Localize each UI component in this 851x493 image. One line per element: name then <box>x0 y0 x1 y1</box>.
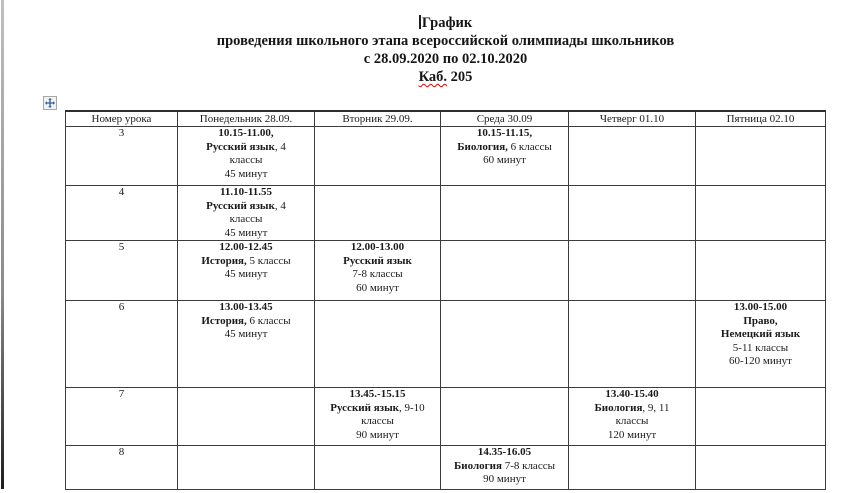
schedule-cell[interactable] <box>569 301 696 388</box>
schedule-cell-line: 45 минут <box>224 167 268 180</box>
schedule-cell-line: Биология, 6 классы <box>457 140 552 153</box>
page-edge-line <box>1 0 4 489</box>
schedule-cell[interactable] <box>696 127 826 186</box>
schedule-cell[interactable] <box>178 186 315 241</box>
schedule-table-body <box>66 127 826 490</box>
schedule-cell-line: История, 6 классы <box>201 314 291 327</box>
schedule-cell-line: классы <box>615 415 649 427</box>
table-row <box>66 186 826 241</box>
schedule-cell[interactable] <box>315 241 441 301</box>
schedule-cell[interactable] <box>569 127 696 186</box>
column-header-2[interactable]: Вторник 29.09. <box>315 111 441 127</box>
title-line-4[interactable] <box>40 68 851 86</box>
schedule-cell-line: Русский язык, 4 <box>206 199 286 212</box>
title-line-1-text: График <box>421 15 473 31</box>
schedule-cell[interactable] <box>441 446 569 490</box>
schedule-cell-line: Русский язык, 9-10 <box>330 401 425 414</box>
schedule-cell[interactable] <box>315 301 441 388</box>
schedule-cell-line: Биология, 9, 11 <box>594 401 670 414</box>
lesson-number-cell[interactable]: 3 <box>66 127 178 186</box>
schedule-cell-line: 7-8 классы <box>352 268 403 280</box>
schedule-cell-line: 10.15-11.15, <box>476 127 533 139</box>
schedule-cell[interactable] <box>569 446 696 490</box>
schedule-cell-line: 60 минут <box>483 154 526 166</box>
schedule-cell[interactable] <box>315 186 441 241</box>
schedule-cell-line: 10.15-11.00, <box>218 127 274 139</box>
four-way-arrow-icon <box>45 98 55 108</box>
document-title[interactable] <box>40 14 851 86</box>
schedule-cell-line: классы <box>229 213 263 225</box>
schedule-cell[interactable] <box>178 446 315 490</box>
schedule-cell[interactable] <box>178 301 315 388</box>
schedule-cell[interactable] <box>441 186 569 241</box>
schedule-cell-line: 13.00-13.45 <box>219 301 273 313</box>
table-row <box>66 388 826 446</box>
schedule-cell[interactable] <box>696 241 826 301</box>
schedule-cell[interactable] <box>569 388 696 446</box>
schedule-table-header <box>66 111 826 127</box>
schedule-cell[interactable] <box>315 127 441 186</box>
schedule-cell-line: 11.10-11.55 <box>220 186 272 198</box>
lesson-number-cell[interactable]: 8 <box>66 446 178 490</box>
schedule-cell-line: 13.40-15.40 <box>605 388 659 400</box>
schedule-cell[interactable] <box>569 241 696 301</box>
schedule-cell[interactable] <box>315 446 441 490</box>
schedule-cell-line: Русский язык, 4 <box>206 140 286 153</box>
column-header-0[interactable]: Номер урока <box>66 111 178 127</box>
title-line-2[interactable]: проведения школьного этапа всероссийской олимпиады школьников <box>216 33 675 49</box>
schedule-cell-line: 12.00-12.45 <box>219 241 273 253</box>
column-header-5[interactable]: Пятница 02.10 <box>696 111 826 127</box>
lesson-number-cell[interactable]: 6 <box>66 301 178 388</box>
schedule-cell-line: Немецкий язык <box>720 328 801 340</box>
schedule-cell-line: классы <box>229 154 263 166</box>
column-header-1[interactable]: Понедельник 28.09. <box>178 111 315 127</box>
lesson-number-cell[interactable]: 7 <box>66 388 178 446</box>
schedule-cell-line: 90 минут <box>483 473 526 485</box>
schedule-cell-line: 14.35-16.05 <box>477 446 532 458</box>
schedule-cell[interactable] <box>696 186 826 241</box>
schedule-cell[interactable] <box>315 388 441 446</box>
schedule-cell-line: 45 минут <box>224 268 268 280</box>
lesson-number-cell[interactable]: 4 <box>66 186 178 241</box>
schedule-cell-line: 60 минут <box>356 281 399 294</box>
column-header-3[interactable]: Среда 30.09 <box>441 111 569 127</box>
schedule-cell[interactable] <box>178 388 315 446</box>
schedule-cell-line: 5-11 классы <box>732 341 789 354</box>
schedule-cell[interactable] <box>569 186 696 241</box>
schedule-cell[interactable] <box>696 388 826 446</box>
title-line-1[interactable] <box>40 14 851 32</box>
schedule-cell-line: 13.00-15.00 <box>733 301 788 313</box>
room-number: 205 <box>447 69 473 85</box>
table-row <box>66 446 826 490</box>
schedule-cell-line: 45 минут <box>224 226 268 239</box>
header-row <box>66 111 826 127</box>
lesson-number-cell[interactable]: 5 <box>66 241 178 301</box>
schedule-table <box>65 110 826 490</box>
schedule-cell-line: 60-120 минут <box>729 355 792 367</box>
table-row <box>66 127 826 186</box>
schedule-cell[interactable] <box>178 241 315 301</box>
schedule-cell[interactable] <box>696 446 826 490</box>
schedule-cell[interactable] <box>441 127 569 186</box>
schedule-cell[interactable] <box>441 301 569 388</box>
schedule-cell[interactable] <box>441 241 569 301</box>
text-cursor-caret <box>419 15 421 29</box>
schedule-cell-line: классы <box>361 415 394 427</box>
schedule-cell-line: Биология 7-8 классы <box>454 459 555 472</box>
schedule-cell-line: История, 5 классы <box>201 254 291 267</box>
title-line-3[interactable]: с 28.09.2020 по 02.10.2020 <box>363 51 528 67</box>
schedule-cell[interactable] <box>441 388 569 446</box>
table-row <box>66 301 826 388</box>
schedule-cell-line: 13.45.-15.15 <box>349 388 406 400</box>
room-label: Каб. <box>418 69 448 85</box>
schedule-cell-line: Русский язык <box>343 254 412 267</box>
schedule-cell-line: Право, <box>743 314 778 327</box>
column-header-4[interactable]: Четверг 01.10 <box>569 111 696 127</box>
table-move-handle[interactable] <box>43 96 57 110</box>
table-row <box>66 241 826 301</box>
schedule-cell[interactable] <box>178 127 315 186</box>
schedule-cell-line: 45 минут <box>224 328 268 340</box>
schedule-cell[interactable] <box>696 301 826 388</box>
schedule-cell-line: 120 минут <box>607 428 657 441</box>
schedule-cell-line: 90 минут <box>356 428 399 441</box>
schedule-cell-line: 12.00-13.00 <box>350 241 405 253</box>
